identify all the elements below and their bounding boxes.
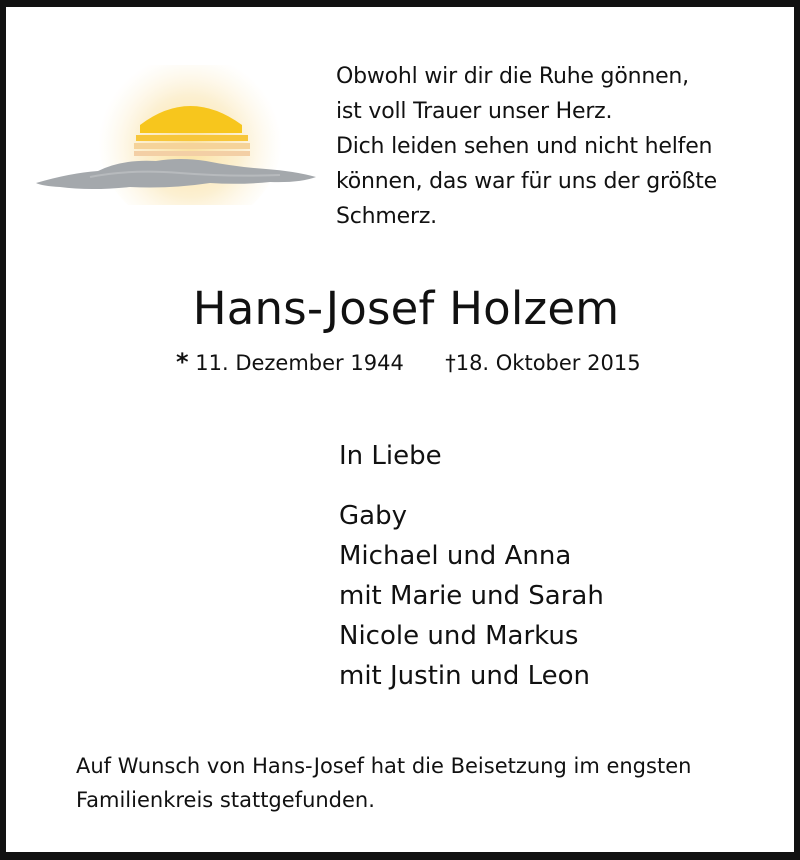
poem-line: können, das war für uns der größte [336,169,717,194]
mourner-line: mit Justin und Leon [339,661,590,691]
deceased-name: Hans-Josef Holzem [192,282,620,335]
poem-line: ist voll Trauer unser Herz. [336,99,613,124]
poem-line: Dich leiden sehen und nicht helfen [336,134,713,159]
mourner-line: Gaby [339,501,407,531]
poem-line: Schmerz. [336,204,437,229]
mourner-line: Michael und Anna [339,541,572,571]
poem-line: Obwohl wir dir die Ruhe gönnen, [336,64,689,89]
note-line: Familienkreis stattgefunden. [76,788,375,812]
poem [336,59,776,234]
death-date: 18. Oktober 2015 [455,351,641,375]
life-dates [176,347,641,378]
birth-symbol: * [176,348,189,376]
mourner-line: Nicole und Markus [339,621,579,651]
death-symbol: † [445,351,456,375]
mourners-intro: In Liebe [339,441,442,471]
mourners-list [339,496,604,696]
mourner-line: mit Marie und Sarah [339,581,604,611]
sunset-icon [30,65,322,205]
burial-note [76,749,766,817]
note-line: Auf Wunsch von Hans-Josef hat die Beisetzung im engsten [76,754,692,778]
birth-date: 11. Dezember 1944 [195,351,404,375]
